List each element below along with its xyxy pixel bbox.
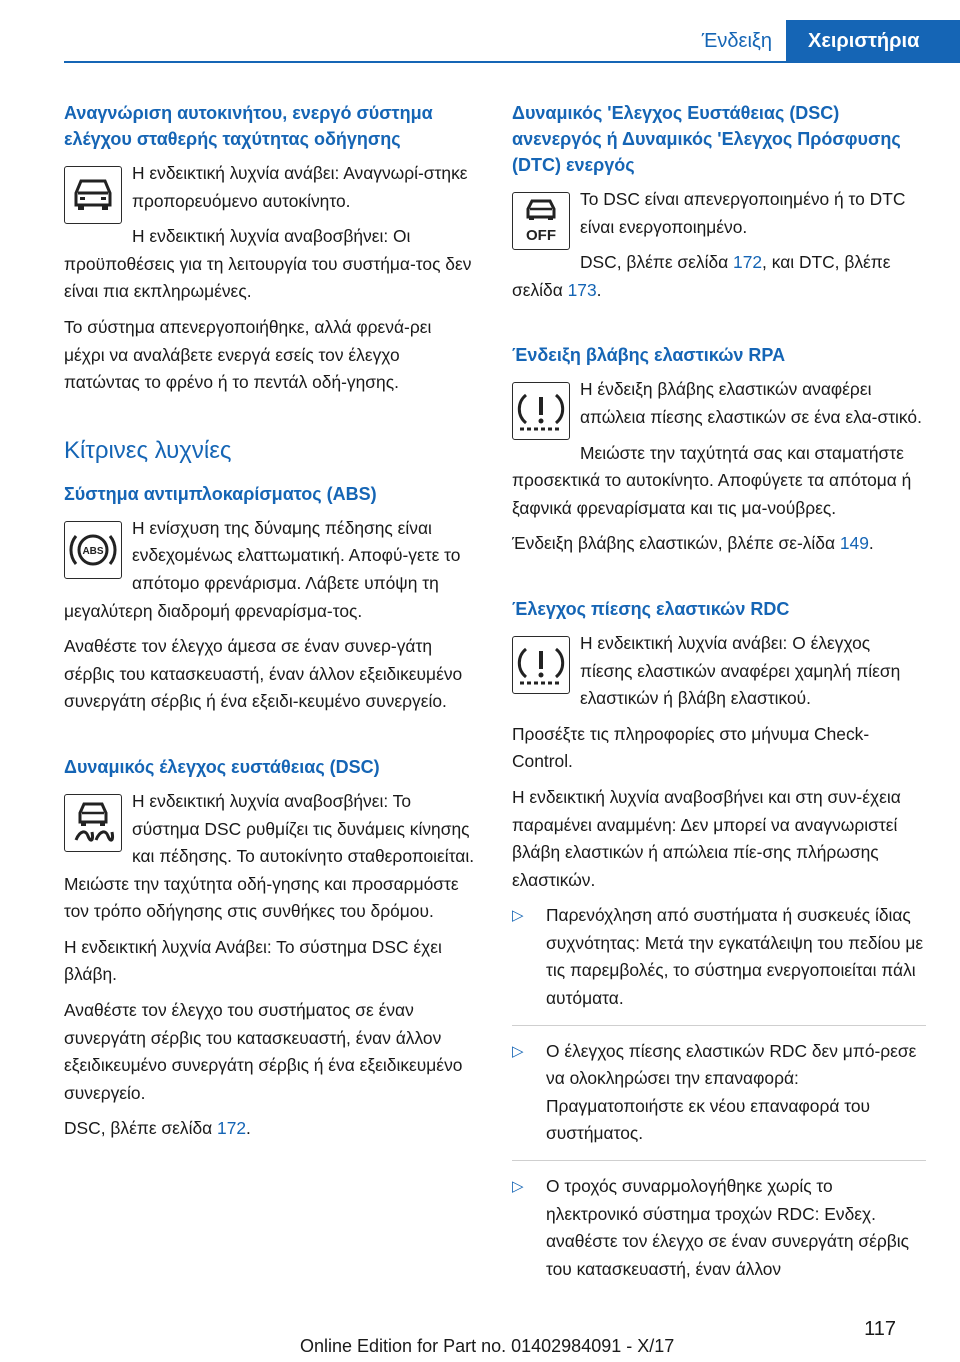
left-column (64, 100, 476, 1181)
paragraph: Η ενίσχυση της δύναμης πέδησης είναι ενδεχομένως ελαττωματική. Αποφύ-γετε το απότομο φρενάρισμα. Λάβετε υπόψη τη μεγαλύτερη διαδρομή φρεναρίσμα-τος. (64, 517, 461, 621)
triangle-bullet-icon: ▷ (512, 1042, 524, 1060)
paragraph: Η ενδεικτική λυχνία ανάβει: Ο έλεγχος πίεσης ελαστικών αναφέρει χαμηλή πίεση ελαστικών ή βλάβη ελαστικού. (580, 632, 901, 709)
bullet-list (512, 902, 926, 1283)
section-title: Έλεγχος πίεσης ελαστικών RDC (512, 598, 790, 619)
list-item: ▷ Ο έλεγχος πίεσης ελαστικών RDC δεν μπό-ρεσε να ολοκληρώσει την επαναφορά: Πραγματοποιήστε εκ νέου επαναφορά του συστήματος. (512, 1038, 926, 1161)
paragraph: Μειώστε την ταχύτητά σας και σταματήστε προσεκτικά το αυτοκίνητο. Αποφύγετε τα απότομα ή ξαφνικά φρεναρίσματα και τις μα-νούβρες. (512, 442, 912, 518)
page-link-173[interactable]: 173 (567, 279, 597, 300)
heading-yellow-lamps: Κίτρινες λυχνίες (64, 436, 232, 464)
page-link-172[interactable]: 172 (733, 252, 763, 273)
page-link-149[interactable]: 149 (839, 533, 869, 554)
section-title: Ένδειξη βλάβης ελαστικών RPA (512, 345, 786, 366)
paragraph: Αναθέστε τον έλεγχο άμεσα σε έναν συνερ-γάτη σέρβις του κατασκευαστή, έναν άλλον εξειδικευμένο συνεργάτη σέρβις ή ένα εξειδι-κευμένο συνεργείο. (64, 636, 463, 712)
edition-footer: Online Edition for Part no. 01402984091 - X/17 (300, 1336, 675, 1356)
paragraph: Το DSC είναι απενεργοποιημένο ή το DTC είναι ενεργοποιημένο. (580, 189, 906, 237)
page-link-172[interactable]: 172 (217, 1118, 247, 1139)
paragraph: Προσέξτε τις πληροφορίες στο μήνυμα Check-Control. (512, 723, 870, 772)
off-icon-text: OFF (526, 227, 556, 244)
header-divider (64, 61, 960, 63)
paragraph: Το σύστημα απενεργοποιήθηκε, αλλά φρενά-ρει μέχρι να αναλάβετε ενεργά εσείς τον έλεγχο πατώντας το φρένο ή το πεντάλ οδή-γησης. (64, 316, 432, 393)
section-title: Σύστημα αντιμπλοκαρίσματος (ABS) (64, 483, 377, 504)
right-column (512, 100, 926, 1325)
page-reference: DSC, βλέπε σελίδα 172, και DTC, βλέπε σελίδα 173. (512, 252, 891, 300)
paragraph: Η ενδεικτική λυχνία ανάβει: Αναγνωρί-στηκε προπορευόμενο αυτοκίνητο. (132, 163, 468, 211)
paragraph: Η ενδεικτική λυχνία αναβοσβήνει: Το σύστημα DSC ρυθμίζει τις δυνάμεις κίνησης και πέδησης. Το αυτοκίνητο σταθεροποιείται. Μειώστε την ταχύτητα οδή-γησης και προσαρμόστε τον τρόπο οδήγησης στις συνθήκες του δρόμου. (64, 790, 475, 922)
paragraph: Η ενδεικτική λυχνία Ανάβει: Το σύστημα DSC έχει βλάβη. (64, 936, 442, 985)
section-abs (64, 481, 476, 724)
section-title: Αναγνώριση αυτοκινήτου, ενεργό σύστημα ελέγχου σταθερής ταχύτητας οδήγησης (64, 103, 433, 149)
triangle-bullet-icon: ▷ (512, 907, 524, 925)
section-dsc (64, 754, 476, 1151)
list-item: ▷ Παρενόχληση από συστήματα ή συσκευές ίδιας συχνότητας: Μετά την εγκατάλειψη του πεδίου με τις παρεμβολές, το σύστημα ενεργοποιείται πάλι αυτόματα. (512, 902, 926, 1025)
paragraph: Αναθέστε τον έλεγχο του συστήματος σε έναν συνεργάτη σέρβις του κατασκευαστή, έναν άλλον εξειδικευμένο συνεργάτη σέρβις ή ένα εξειδικευμένο συνεργείο. (64, 1000, 463, 1103)
abs-icon-text: ABS (82, 545, 104, 557)
page-header (688, 20, 960, 62)
page-reference: Ένδειξη βλάβης ελαστικών, βλέπε σε-λίδα 149. (512, 533, 874, 554)
section-dsc-off (512, 100, 926, 312)
dsc-off-icon (512, 192, 570, 250)
abs-icon (64, 521, 122, 579)
section-title: Δυναμικός έλεγχος ευστάθειας (DSC) (64, 756, 380, 777)
tire-pressure-warning-icon (512, 636, 570, 694)
page-reference: DSC, βλέπε σελίδα 172. (64, 1118, 251, 1139)
header-tab-indicator[interactable]: Ένδειξη (701, 30, 772, 52)
tire-warning-icon (512, 382, 570, 440)
paragraph: Η ένδειξη βλάβης ελαστικών αναφέρει απώλεια πίεσης ελαστικών σε ένα ελα-στικό. (580, 379, 922, 427)
header-tab-controls[interactable]: Χειριστήρια (786, 20, 960, 62)
paragraph: Η ενδεικτική λυχνία αναβοσβήνει: Οι προϋποθέσεις για τη λειτουργία του συστήμα-τος δεν είναι πια εκπληρωμένες. (64, 226, 472, 302)
car-ahead-icon (64, 166, 122, 224)
triangle-bullet-icon: ▷ (512, 1178, 524, 1196)
dsc-skid-icon (64, 794, 122, 852)
section-vehicle-detection (64, 100, 476, 405)
list-item: ▷ Ο τροχός συναρμολογήθηκε χωρίς το ηλεκτρονικό σύστημα τροχών RDC: Ενδεχ. αναθέστε τον έλεγχο σε έναν συνεργάτη σέρβις του κατασκευαστή, έναν άλλον (512, 1173, 926, 1283)
section-rpa (512, 342, 926, 566)
page-number: 117 (864, 1318, 896, 1340)
paragraph: Η ενδεικτική λυχνία αναβοσβήνει και στη συν-έχεια παραμένει αναμμένη: Δεν μπορεί να αναγνωριστεί βλάβη ελαστικών ή απώλεια πίε-σης πλήρωσης ελαστικών. (512, 786, 901, 890)
section-title: Δυναμικός 'Ελεγχος Ευστάθειας (DSC) ανενεργός ή Δυναμικός 'Ελεγχος Πρόσφυσης (DTC) ενεργός (512, 103, 901, 175)
section-rdc (512, 596, 926, 1295)
